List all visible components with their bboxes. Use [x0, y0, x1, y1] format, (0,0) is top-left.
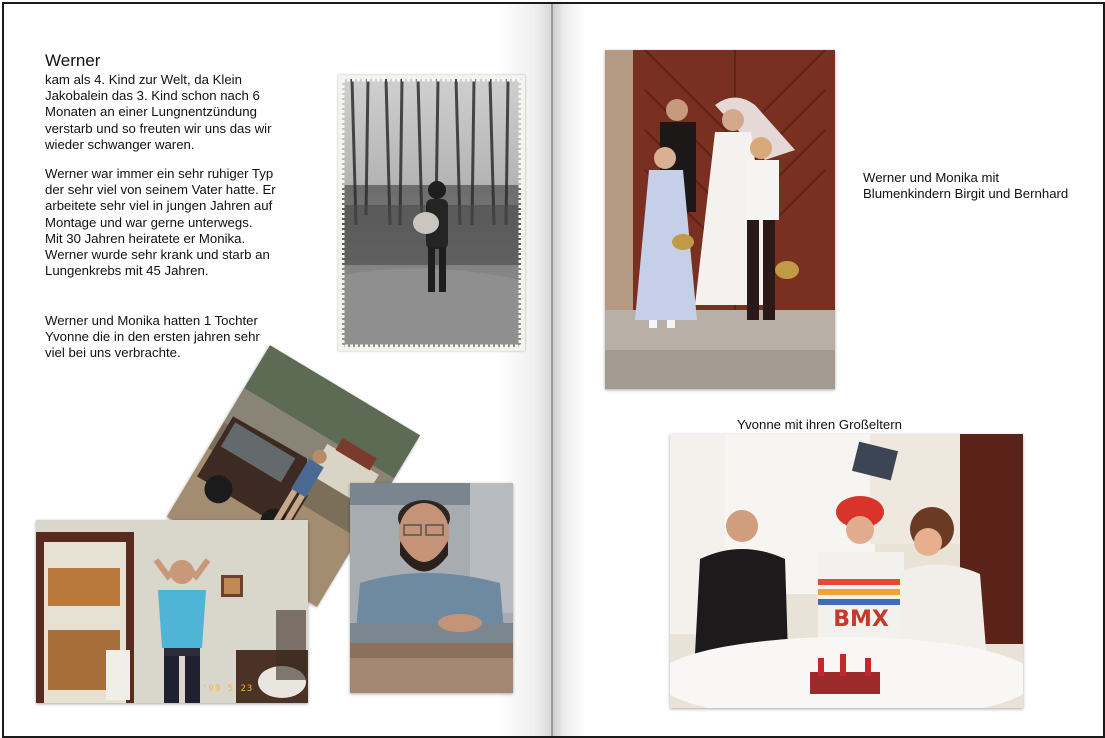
- paragraph-intro: kam als 4. Kind zur Welt, da Klein Jakobalein das 3. Kind schon nach 6 Monaten an einer Lungnentzündung verstarb und so freuten wir uns das wir wieder schwanger waren.: [45, 72, 272, 152]
- photo-bearded-man[interactable]: [350, 483, 513, 693]
- photo-grandparents-image: [670, 434, 1023, 708]
- date-stamp: '99 5 23: [202, 684, 254, 694]
- photo-man-blue-shirt-image: [36, 520, 308, 703]
- bmx-shirt-text: BMX: [833, 607, 889, 632]
- paragraph-life: Werner war immer ein sehr ruhiger Typ der sehr viel von seinem Vater hatte. Er arbeitete sehr viel in jungen Jahren auf Montage und war gerne unterwegs. Mit 30 Jahren heiratete er Monika. Werner wurde sehr krank und starb an Lungenkrebs mit 45 Jahren.: [45, 166, 276, 279]
- page-title: Werner: [45, 51, 101, 70]
- photo-man-blue-shirt[interactable]: [36, 520, 308, 703]
- caption-grandparents: Yvonne mit ihren Großeltern: [737, 417, 902, 432]
- left-page: [4, 4, 553, 736]
- photo-grandparents[interactable]: [670, 434, 1023, 708]
- photo-wedding-image: [605, 50, 835, 389]
- photo-toddler-bw[interactable]: [338, 75, 525, 351]
- photo-toddler-image: [338, 75, 525, 351]
- paragraph-daughter: Werner und Monika hatten 1 Tochter Yvonne die in den ersten jahren sehr viel bei uns verbrachte.: [45, 313, 260, 361]
- caption-wedding: Werner und Monika mit Blumenkindern Birgit und Bernhard: [863, 170, 1069, 202]
- photo-wedding[interactable]: [605, 50, 835, 389]
- photo-bearded-man-image: [350, 483, 513, 693]
- photo-book-spread: [2, 2, 1105, 738]
- right-page: [553, 4, 1103, 736]
